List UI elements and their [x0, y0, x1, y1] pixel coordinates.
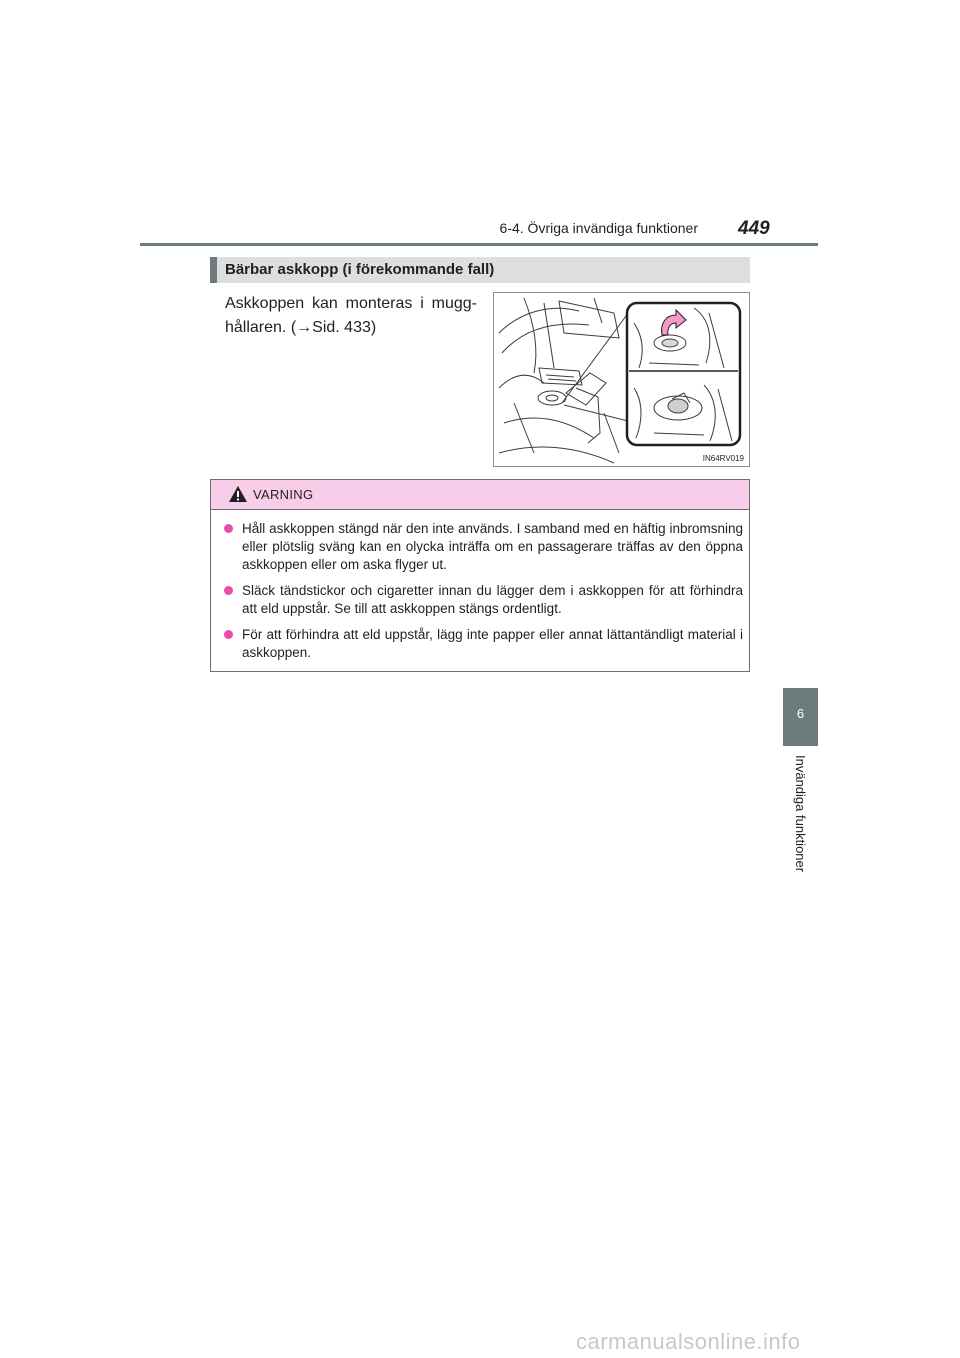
- warning-list: [223, 520, 743, 670]
- running-header-title: 6-4. Övriga invändiga funktioner: [499, 220, 698, 236]
- figure-code: IN64RV019: [702, 454, 744, 463]
- warning-item: [223, 520, 743, 574]
- chapter-label: Invändiga funktioner: [793, 755, 808, 873]
- bullet-icon: [224, 630, 233, 639]
- warning-item-text: För att förhindra att eld uppstår, lägg inte papper eller annat lättantändligt material i askkoppen.: [242, 627, 743, 660]
- warning-item: [223, 626, 743, 662]
- page-number: 449: [738, 218, 770, 239]
- warning-box: [210, 479, 750, 672]
- section-heading-text: Bärbar askkopp (i förekommande fall): [225, 261, 495, 278]
- car-console-drawing: [494, 293, 750, 467]
- warning-triangle-icon: [228, 485, 248, 503]
- chapter-number: 6: [796, 706, 805, 721]
- bullet-icon: [224, 586, 233, 595]
- warning-item-text: Släck tändstickor och cigaretter innan du lägger dem i askkoppen för att förhindra att eld uppstår. Se till att askkoppen stängs ordentligt.: [242, 583, 743, 616]
- warning-header: [211, 480, 749, 510]
- header-rule: [140, 243, 818, 246]
- warning-item-text: Håll askkoppen stängd när den inte används. I samband med en häftig inbromsning eller plötslig sväng kan en olycka inträffa om en passagerare träffas av den öppna askkoppen eller om aska flyger ut.: [242, 521, 743, 572]
- body-text: Askkoppen kan monteras i mugg-hållaren. (→Sid. 433): [225, 295, 477, 336]
- chapter-tab: [783, 688, 818, 746]
- watermark: carmanualsonline.info: [576, 1329, 801, 1354]
- section-heading: [210, 257, 750, 283]
- warning-label: VARNING: [253, 487, 314, 502]
- warning-item: [223, 582, 743, 618]
- bullet-icon: [224, 524, 233, 533]
- ashtray-illustration: [493, 292, 750, 467]
